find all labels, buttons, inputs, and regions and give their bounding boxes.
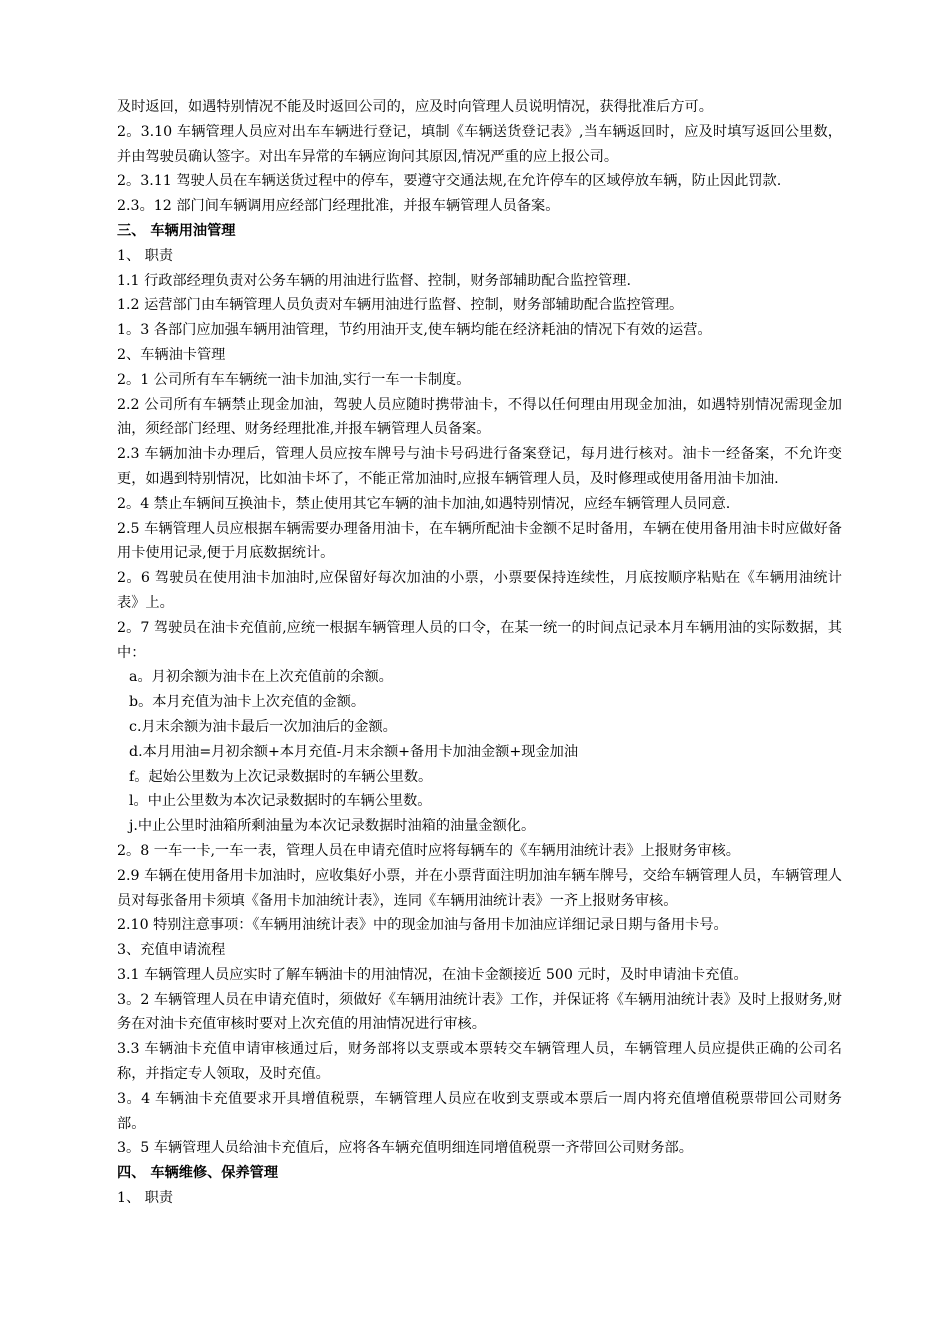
paragraph: 2。3.10 车辆管理人员应对出车车辆进行登记，填制《车辆送货登记表》,当车辆返回时，应及时填写返回公里数，并由驾驶员确认签字。对出车异常的车辆应询问其原因,情况严重的应上报公司。 (117, 123, 842, 165)
paragraph: 1、 职责 (117, 1190, 174, 1207)
paragraph: 3。4 车辆油卡充值要求开具增值税票，车辆管理人员应在收到支票或本票后一周内将充值增值税票带回公司财务部。 (117, 1090, 842, 1132)
paragraph: 2.9 车辆在使用备用卡加油时，应收集好小票，并在小票背面注明加油车辆车牌号，交给车辆管理人员，车辆管理人员对每张备用卡须填《备用卡加油统计表》，连同《车辆用油统计表》一齐上报财务审核。 (117, 867, 842, 909)
list-item: j.中止公里时油箱所剩油量为本次记录数据时油箱的油量金额化。 (129, 818, 536, 835)
paragraph: 2。8 一车一卡,一车一表，管理人员在申请充值时应将每辆车的《车辆用油统计表》上报财务审核。 (117, 842, 740, 859)
paragraph: 2.3 车辆加油卡办理后，管理人员应按车牌号与油卡号码进行备案登记，每月进行核对。油卡一经备案，不允许变更，如遇到特别情况，比如油卡坏了，不能正常加油时,应报车辆管理人员，及时修理或使用备用油卡加油. (117, 446, 842, 487)
paragraph: 2。3.11 驾驶人员在车辆送货过程中的停车，要遵守交通法规,在允许停车的区域停放车辆，防止因此罚款. (117, 173, 782, 190)
paragraph: 2、车辆油卡管理 (117, 346, 226, 363)
list-item: c.月末余额为油卡最后一次加油后的金额。 (129, 718, 397, 735)
list-item: f。起始公里数为上次记录数据时的车辆公里数。 (129, 768, 433, 785)
paragraph: 3.1 车辆管理人员应实时了解车辆油卡的用油情况，在油卡金额接近 500 元时，及时申请油卡充值。 (117, 966, 748, 983)
paragraph: 2。1 公司所有车车辆统一油卡加油,实行一车一卡制度。 (117, 371, 471, 388)
paragraph: 1、 职责 (117, 247, 174, 264)
paragraph: 1.2 运营部门由车辆管理人员负责对车辆用油进行监督、控制，财务部辅助配合监控管理。 (117, 297, 684, 314)
paragraph: 3.3 车辆油卡充值申请审核通过后，财务部将以支票或本票转交车辆管理人员，车辆管理人员应提供正确的公司名称，并指定专人领取，及时充值。 (117, 1041, 842, 1083)
document-page (117, 95, 842, 1211)
list-item: a。月初余额为油卡在上次充值前的余额。 (129, 669, 393, 686)
list-item: l。中止公里数为本次记录数据时的车辆公里数。 (129, 793, 432, 810)
paragraph: 2。4 禁止车辆间互换油卡，禁止使用其它车辆的油卡加油,如遇特别情况，应经车辆管理人员同意. (117, 495, 731, 512)
paragraph: 及时返回，如遇特别情况不能及时返回公司的，应及时向管理人员说明情况，获得批准后方可。 (117, 99, 713, 115)
paragraph: 3。2 车辆管理人员在申请充值时，须做好《车辆用油统计表》工作，并保证将《车辆用油统计表》及时上报财务,财务在对油卡充值审核时要对上次充值的用油情况进行审核。 (117, 991, 842, 1033)
paragraph: 2。7 驾驶员在油卡充值前,应统一根据车辆管理人员的口令，在某一统一的时间点记录本月车辆用油的实际数据，其中： (117, 619, 842, 661)
paragraph: 2.10 特别注意事项：《车辆用油统计表》中的现金加油与备用卡加油应详细记录日期与备用卡号。 (117, 917, 728, 934)
paragraph: 2.5 车辆管理人员应根据车辆需要办理备用油卡，在车辆所配油卡金额不足时备用，车辆在使用备用油卡时应做好备用卡使用记录,便于月底数据统计。 (117, 520, 842, 562)
section-heading: 三、 车辆用油管理 (117, 222, 236, 239)
section-heading: 四、 车辆维修、保养管理 (117, 1165, 279, 1182)
paragraph: 3、充值申请流程 (117, 942, 226, 959)
list-item: d.本月用油=月初余额+本月充值-月末余额+备用卡加油金额+现金加油 (129, 743, 579, 760)
paragraph: 1.1 行政部经理负责对公务车辆的用油进行监督、控制，财务部辅助配合监控管理. (117, 272, 631, 289)
paragraph: 2。6 驾驶员在使用油卡加油时,应保留好每次加油的小票，小票要保持连续性，月底按顺序粘贴在《车辆用油统计表》上。 (117, 570, 842, 611)
paragraph: 2.3。12 部门间车辆调用应经部门经理批准，并报车辆管理人员备案。 (117, 198, 560, 215)
paragraph: 1。3 各部门应加强车辆用油管理，节约用油开支,使车辆均能在经济耗油的情况下有效的运营。 (117, 322, 712, 339)
paragraph: 2.2 公司所有车辆禁止现金加油，驾驶人员应随时携带油卡，不得以任何理由用现金加油，如遇特别情况需现金加油，须经部门经理、财务经理批准,并报车辆管理人员备案。 (117, 396, 842, 438)
list-item: b。本月充值为油卡上次充值的金额。 (129, 694, 366, 711)
paragraph: 3。5 车辆管理人员给油卡充值后，应将各车辆充值明细连同增值税票一齐带回公司财务部。 (117, 1140, 693, 1157)
